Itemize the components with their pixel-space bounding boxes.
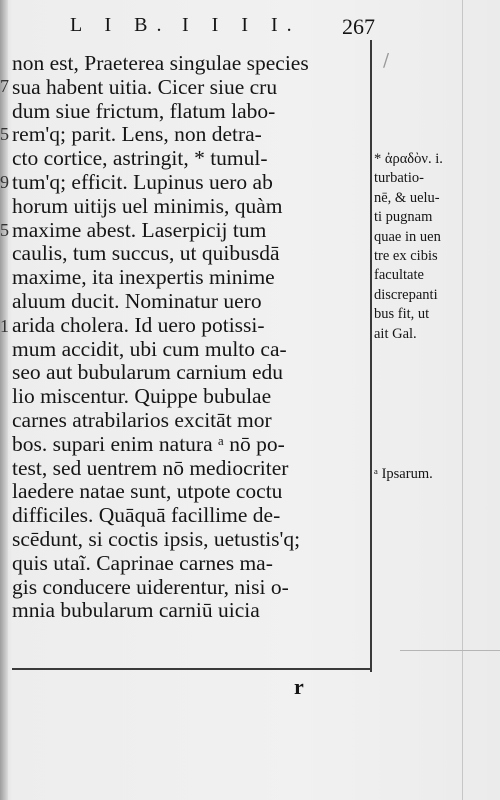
- note-line: ait Gal.: [374, 325, 417, 342]
- text-line: horum uitijs uel minimis, quàm: [12, 193, 283, 218]
- note-line: nē, & uelu-: [374, 189, 440, 206]
- gutter-mark: 5: [0, 124, 9, 144]
- signature-mark: r: [294, 674, 304, 699]
- text-line: scēdunt, si coctis ipsis, uetustis'q;: [12, 526, 301, 551]
- note-line: discrepanti: [374, 286, 438, 303]
- main-text-block: [12, 52, 368, 623]
- note-line: quae in uen: [374, 228, 441, 245]
- header-book-number: I I I I.: [182, 14, 301, 36]
- note-line: turbatio-: [374, 170, 424, 187]
- text-line: quis utaĩ. Caprinae carnes ma-: [12, 550, 273, 575]
- note-line: facultate: [374, 267, 424, 284]
- bottom-rule: [12, 668, 372, 670]
- text-line: bos. supari enim natura ᵃ nō po-: [12, 431, 285, 456]
- text-line: lio miscentur. Quippe bubulae: [12, 384, 272, 409]
- gutter-mark: 9: [0, 172, 9, 192]
- text-line: arida cholera. Id uero potissi-: [12, 312, 265, 337]
- text-line: rem'q; parit. Lens, non detra-: [12, 122, 262, 147]
- page-number: 267: [342, 14, 375, 39]
- note-line: bus fit, ut: [374, 306, 430, 323]
- text-line: caulis, tum succus, ut quibusdā: [12, 241, 280, 266]
- text-line: difficiles. Quāquā facillime de-: [12, 503, 281, 528]
- text-line: non est, Praeterea singulae species: [12, 51, 309, 75]
- text-line: aluum ducit. Nominatur uero: [12, 288, 262, 313]
- margin-note-gloss: [374, 150, 464, 344]
- gutter-mark: 7: [0, 76, 9, 96]
- text-line: maxime abest. Laserpicij tum: [12, 217, 267, 242]
- text-line: tum'q; efficit. Lupinus uero ab: [12, 169, 273, 194]
- text-line: dum siue frictum, flatum labo-: [12, 98, 276, 123]
- text-line: gis conducere uiderentur, nisi o-: [12, 574, 289, 599]
- text-line: laedere natae sunt, utpote coctu: [12, 479, 283, 504]
- text-line: maxime, ita inexpertis minime: [12, 265, 275, 290]
- text-line: cto cortice, astringit, * tumul-: [12, 146, 268, 171]
- text-line: carnes atrabilarios excitāt mor: [12, 407, 272, 432]
- note-line: * ἀραδὸν. i.: [374, 151, 443, 167]
- binding-shadow: [0, 0, 8, 800]
- faint-margin-rule: [400, 650, 500, 651]
- running-header: [70, 14, 375, 44]
- gutter-mark: 5: [0, 220, 9, 240]
- text-line: sua habent uitia. Cicer siue cru: [12, 74, 278, 99]
- pencil-mark: /: [383, 50, 390, 71]
- column-rule: [370, 40, 372, 672]
- gutter-mark: 1: [0, 316, 9, 336]
- text-line: test, sed uentrem nō mediocriter: [12, 455, 289, 480]
- text-line: seo aut bubularum carnium edu: [12, 360, 284, 385]
- note-line: ti pugnam: [374, 209, 433, 226]
- text-line: mnia bubularum carniū uicia: [12, 598, 260, 623]
- margin-edge-line: [462, 0, 463, 800]
- text-line: mum accidit, ubi cum multo ca-: [12, 336, 287, 361]
- header-book-label: L I B.: [70, 14, 171, 36]
- note-line: tre ex cibis: [374, 247, 438, 264]
- margin-note-ipsarum: ᵃ Ipsarum.: [374, 466, 433, 482]
